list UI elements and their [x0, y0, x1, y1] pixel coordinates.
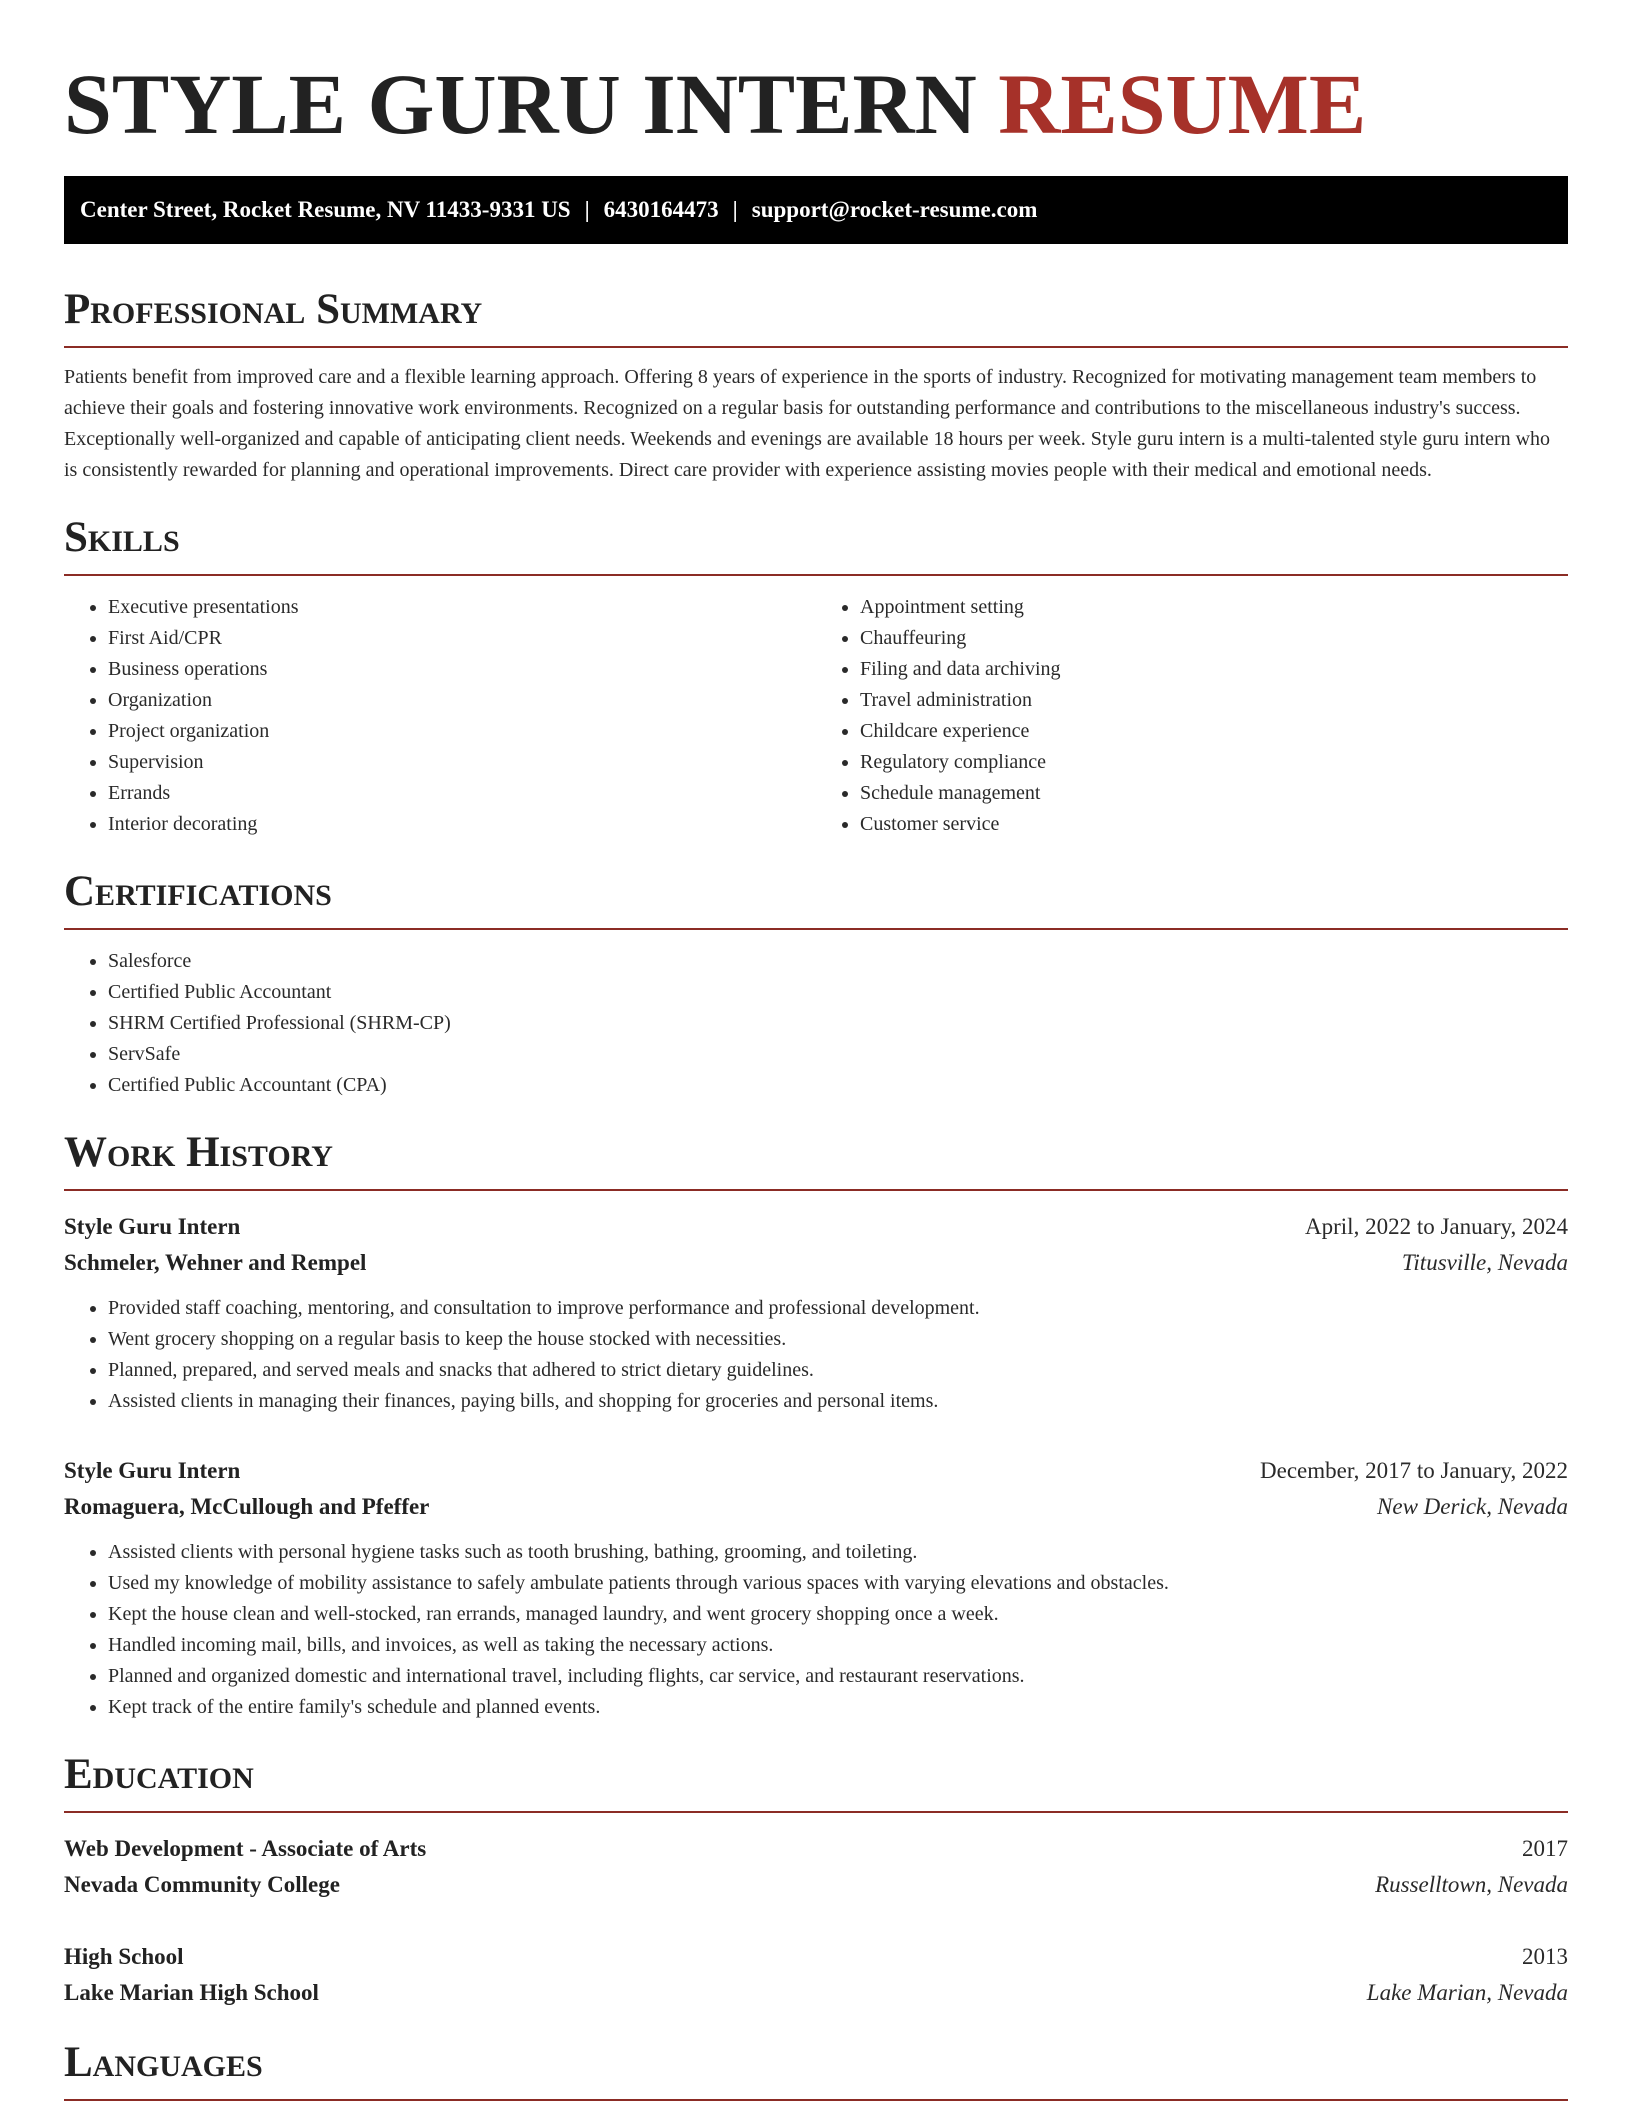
skills-list-right [816, 592, 1568, 840]
resume-title [64, 54, 1568, 154]
skill-item: • Executive presentations [108, 592, 816, 623]
summary-text: Patients benefit from improved care and a flexible learning approach. Offering 8 years of experience in the sports of industry. Recognized for motivating management team members to achieve their goals and fostering innovative work environments. Recognized on a regular basis for outstanding performance and contributions to the miscellaneous industry's success. Exceptionally well-organized and capable of anticipating client needs. Weekends and evenings are available 18 hours per week. Style guru intern is a multi-talented style guru intern who is consistently rewarded for planning and operational improvements. Direct care provider with experience assisting movies people with their medical and emotional needs. [64, 366, 1551, 481]
job-header-row [64, 1209, 1568, 1245]
education-year: 2013 [1522, 1944, 1568, 1969]
job-title: Style Guru Intern [64, 1458, 241, 1483]
job-company-row [64, 1245, 1568, 1281]
contact-bar [64, 176, 1568, 244]
job-duty: • Went grocery shopping on a regular basis to keep the house stocked with necessities. [108, 1324, 1568, 1355]
job-duty: • Assisted clients with personal hygiene tasks such as tooth brushing, bathing, grooming, and toileting. [108, 1537, 1568, 1568]
education-header-row [64, 1831, 1568, 1867]
languages-heading: Languages [64, 2037, 1568, 2101]
certifications-list [64, 946, 1568, 1101]
contact-address: Center Street, Rocket Resume, NV 11433-9331 US [80, 197, 571, 222]
contact-separator: | [732, 197, 738, 222]
skill-item: • Organization [108, 685, 816, 716]
languages-section [64, 2037, 1568, 2101]
education-entry [64, 1939, 1568, 2011]
title-accent: RESUME [998, 56, 1367, 152]
contact-phone: 6430164473 [603, 197, 719, 222]
certifications-section [64, 866, 1568, 1101]
job-title: Style Guru Intern [64, 1214, 241, 1239]
work-history-heading: Work History [64, 1127, 1568, 1191]
job-duty: • Handled incoming mail, bills, and invoices, as well as taking the necessary actions. [108, 1630, 1568, 1661]
education-location: Russelltown, Nevada [1375, 1872, 1568, 1897]
education-school: Lake Marian High School [64, 1980, 319, 2005]
certification-item: • Certified Public Accountant (CPA) [108, 1070, 1568, 1101]
skill-item: • Supervision [108, 747, 816, 778]
job-duty: • Planned and organized domestic and international travel, including flights, car service, and restaurant reservations. [108, 1661, 1568, 1692]
job-duty: • Planned, prepared, and served meals and snacks that adhered to strict dietary guidelines. [108, 1355, 1568, 1386]
job-company: Romaguera, McCullough and Pfeffer [64, 1494, 430, 1519]
certification-item: • ServSafe [108, 1039, 1568, 1070]
job-location: New Derick, Nevada [1377, 1494, 1568, 1519]
skills-list-left [64, 592, 816, 840]
education-entry [64, 1831, 1568, 1903]
job-dates: April, 2022 to January, 2024 [1305, 1214, 1568, 1239]
certification-item: • SHRM Certified Professional (SHRM-CP) [108, 1008, 1568, 1039]
skill-item: • Interior decorating [108, 809, 816, 840]
job-duty: • Assisted clients in managing their finances, paying bills, and shopping for groceries and personal items. [108, 1386, 1568, 1417]
job-duty: • Provided staff coaching, mentoring, and consultation to improve performance and professional development. [108, 1293, 1568, 1324]
job-company: Schmeler, Wehner and Rempel [64, 1250, 367, 1275]
certifications-heading: Certifications [64, 866, 1568, 930]
work-history-section [64, 1127, 1568, 1723]
education-header-row [64, 1939, 1568, 1975]
job-duties-list [64, 1537, 1568, 1723]
education-degree: High School [64, 1944, 184, 1969]
skill-item: • Business operations [108, 654, 816, 685]
education-location: Lake Marian, Nevada [1366, 1980, 1568, 2005]
education-school-row [64, 1867, 1568, 1903]
skill-item: • First Aid/CPR [108, 623, 816, 654]
job-entry [64, 1453, 1568, 1723]
education-section [64, 1749, 1568, 2011]
skill-item: • Regulatory compliance [860, 747, 1568, 778]
skill-item: • Appointment setting [860, 592, 1568, 623]
education-school-row [64, 1975, 1568, 2011]
education-degree: Web Development - Associate of Arts [64, 1836, 427, 1861]
title-main: STYLE GURU INTERN [64, 56, 977, 152]
skill-item: • Childcare experience [860, 716, 1568, 747]
education-year: 2017 [1522, 1836, 1568, 1861]
job-dates: December, 2017 to January, 2022 [1260, 1458, 1568, 1483]
skill-item: • Schedule management [860, 778, 1568, 809]
job-duty: • Kept track of the entire family's schedule and planned events. [108, 1692, 1568, 1723]
skill-item: • Filing and data archiving [860, 654, 1568, 685]
skill-item: • Customer service [860, 809, 1568, 840]
education-school: Nevada Community College [64, 1872, 340, 1897]
certification-item: • Certified Public Accountant [108, 977, 1568, 1008]
job-header-row [64, 1453, 1568, 1489]
job-duty: • Kept the house clean and well-stocked, ran errands, managed laundry, and went grocery shopping once a week. [108, 1599, 1568, 1630]
summary-heading: Professional Summary [64, 284, 1568, 348]
job-entry [64, 1209, 1568, 1417]
skill-item: • Errands [108, 778, 816, 809]
contact-email: support@rocket-resume.com [751, 197, 1038, 222]
skill-item: • Travel administration [860, 685, 1568, 716]
skills-grid [64, 592, 1568, 840]
skills-section [64, 512, 1568, 840]
summary-section [64, 284, 1568, 486]
job-company-row [64, 1489, 1568, 1525]
job-duties-list [64, 1293, 1568, 1417]
skill-item: • Project organization [108, 716, 816, 747]
contact-separator: | [584, 197, 590, 222]
job-location: Titusville, Nevada [1401, 1250, 1568, 1275]
job-duty: • Used my knowledge of mobility assistance to safely ambulate patients through various spaces with varying elevations and obstacles. [108, 1568, 1568, 1599]
education-heading: Education [64, 1749, 1568, 1813]
skill-item: • Chauffeuring [860, 623, 1568, 654]
certification-item: • Salesforce [108, 946, 1568, 977]
skills-heading: Skills [64, 512, 1568, 576]
